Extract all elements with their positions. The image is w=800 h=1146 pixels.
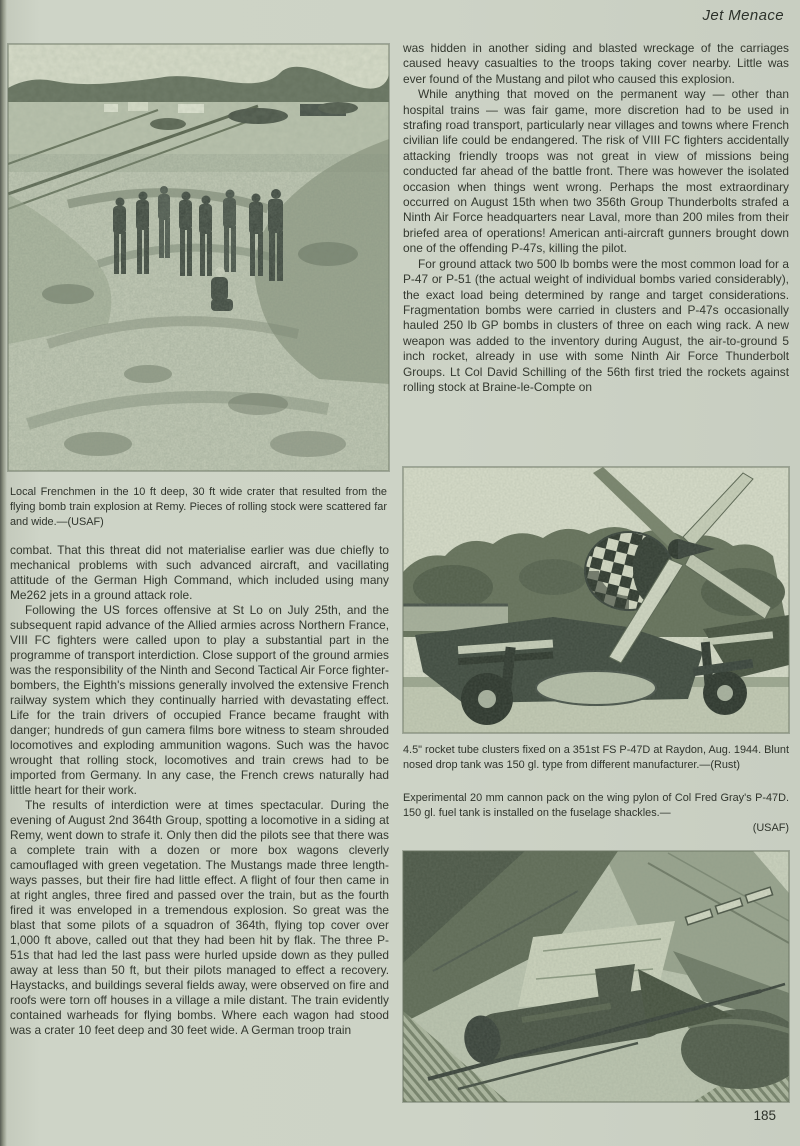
cannon-caption-text: Experimental 20 mm cannon pack on the wing pylon of Col Fred Gray's P-47D. 150 gl. fuel tank is installed on the fuselage shackles.— bbox=[403, 792, 789, 820]
body-paragraph: While anything that moved on the permanent way — other than hospital trains — was fair game, more discretion had to be used in strafing road transport, particularly near villages and towns where French civilian life could be endangered. The risk of VIII FC fighters accidentally attacking friendly troops was not great in view of missions being conducted far ahead of the battle front. There was however the isolated occasion when things went wrong. Perhaps the most extraordinary occurred on August 15th when two 356th Group Thunderbolts strafed a Ninth Air Force headquarters near Laval, more than 200 miles from their briefed area of operations! American anti-aircraft gunners brought down one of the offending P-47s, killing the pilot. bbox=[403, 87, 789, 256]
body-paragraph: was hidden in another siding and blasted wreckage of the carriages caused heavy casualties to the troops taking cover nearby. Little was ever found of the Mustang and pilot who caused this explosion. bbox=[403, 41, 789, 86]
p47-photo-illustration bbox=[403, 467, 789, 733]
running-head: Jet Menace bbox=[702, 7, 784, 24]
scan-gutter-edge bbox=[0, 0, 7, 1146]
rocket-photo-caption: 4.5" rocket tube clusters fixed on a 351st FS P-47D at Raydon, Aug. 1944. Blunt nosed drop tank was 150 gl. type from different manufacturer.—(Rust) bbox=[403, 744, 789, 772]
crater-photo-caption: Local Frenchmen in the 10 ft deep, 30 ft wide crater that resulted from the flying bomb train explosion at Remy. Pieces of rolling stock were scattered far and wide.—(USAF) bbox=[10, 486, 387, 529]
cannon-photo-caption bbox=[403, 791, 789, 837]
left-column-text bbox=[10, 543, 389, 1038]
body-paragraph: combat. That this threat did not materialise earlier was due chiefly to mechanical problems with such advanced aircraft, and vacillating attitude of the German High Command, which included using many Me262 jets in a ground attack role. bbox=[10, 543, 389, 602]
body-paragraph: For ground attack two 500 lb bombs were the most common load for a P-47 or P-51 (the actual weight of individual bombs varied considerably), the exact load being determined by range and target considerations. Fragmentation bombs were carried in clusters and P-47s occasionally hauled 250 lb GP bombs in clusters of three on each wing rack. A new weapon was added to the inventory during August, the air-to-ground 5 inch rocket, already in use with some Ninth Air Force Thunderbolt Groups. Lt Col David Schilling of the 56th first tried the rockets against rolling stock at Braine-le-Compte on bbox=[403, 256, 789, 394]
page-number: 185 bbox=[753, 1108, 776, 1123]
crater-photo bbox=[8, 44, 389, 471]
cannon-photo-illustration bbox=[403, 851, 789, 1102]
cannon-caption-credit: (USAF) bbox=[752, 822, 789, 835]
crater-photo-illustration bbox=[8, 44, 389, 471]
body-paragraph: The results of interdiction were at times spectacular. During the evening of August 2nd 364th Group, spotting a locomotive in a siding at Remy, went down to strafe it. Only then did the pilots see that there was a complete train with a dozen or more box wagons cleverly camouflaged with green vegetation. The Mustangs made three length-ways passes, but their fire had little effect. A flight of four then came in at right angles, three fired and passed over the train, but as the fourth fired it was enveloped in a tremendous explosion. So great was the blast that some pilots of a squadron of 364th, flying top cover over 1,000 ft above, called out that they had been hit by flak. The three P-51s that had led the last pass were hurled upside down as they pulled away at less than 50 ft, but their pilots managed to effect a recovery. Haystacks, and buildings several fields away, were observed on fire and roofs were torn off houses in a village a mile distant. The train evidently contained warheads for flying bombs. Where each wagon had stood was a crater 10 feet deep and 30 feet wide. A German troop train bbox=[10, 798, 389, 1037]
cannon-pack-photo bbox=[403, 851, 789, 1102]
right-column-text bbox=[403, 41, 789, 395]
body-paragraph: Following the US forces offensive at St Lo on July 25th, and the subsequent rapid advance of the Allied armies across Northern France, VIII FC fighters were called upon to play a substantial part in the programme of transport interdiction. Close support of the ground armies was the responsibility of the Ninth and Second Tactical Air Force fighter-bombers, the Eighth's missions generally involved the extensive French railway system which they continually harried with devastating effect. Life for the train drivers of occupied France became fraught with danger; hundreds of gun camera films bore witness to steam shrouded locomotives and exploding ammunition wagons. Such was the havoc wrought that rolling stock, locomotives and train crews had to be imported from Germany. In any case, the French crews naturally had little heart for their work. bbox=[10, 603, 389, 797]
p47-photo bbox=[403, 467, 789, 733]
